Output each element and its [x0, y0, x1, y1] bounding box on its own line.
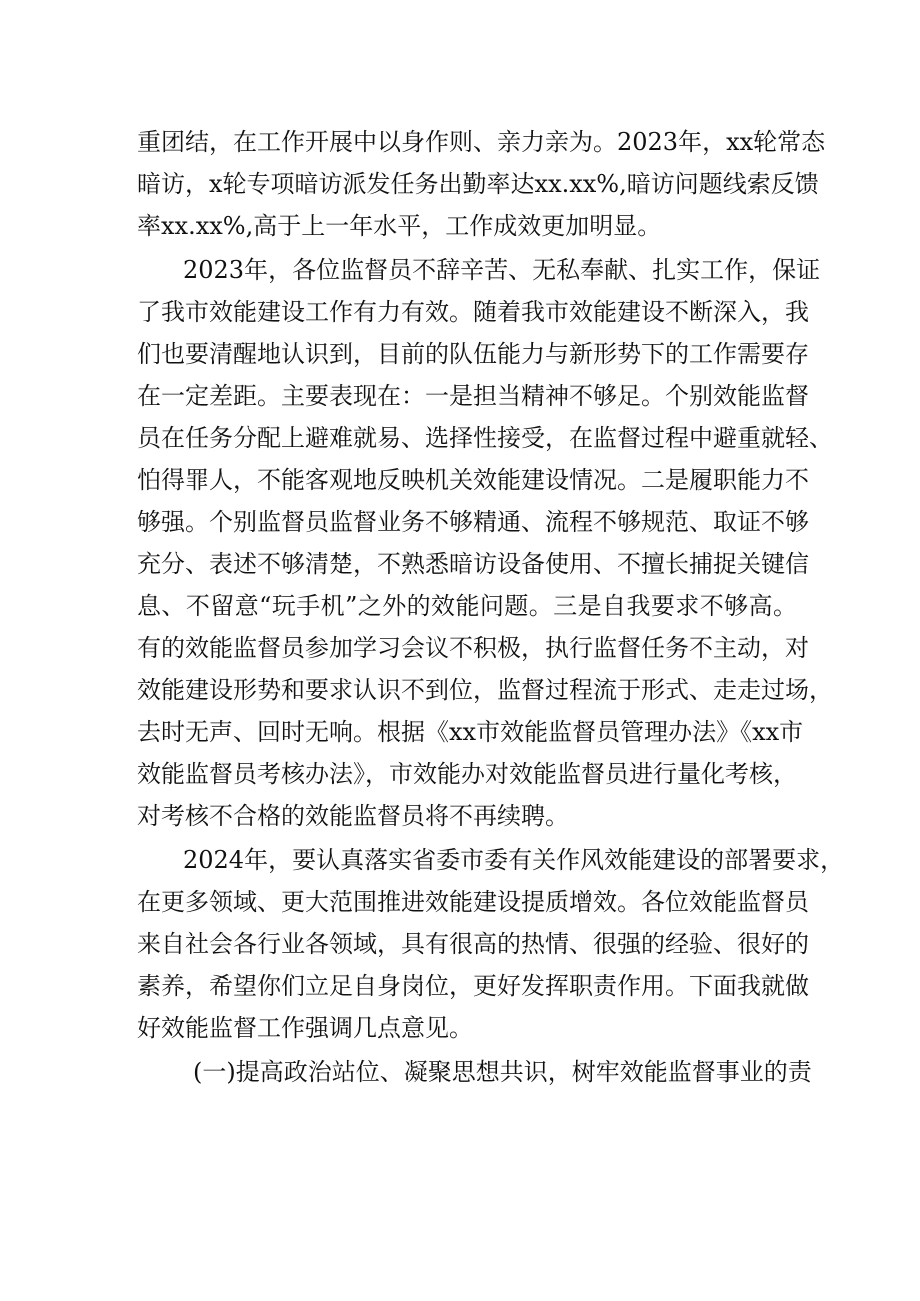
text-line: 好效能监督工作强调几点意见。 — [137, 1014, 473, 1042]
text-line: 2023年，各位监督员不辞辛苦、无私奉献、扎实工作，保证 — [183, 256, 821, 284]
text-line: 去时无声、回时无响。根据《xx市效能监督员管理办法》《xx市 — [137, 718, 804, 746]
text-line: 怕得罪人，不能客观地反映机关效能建设情况。二是履职能力不 — [137, 466, 809, 494]
text-line: 2024年，要认真落实省委市委有关作风效能建设的部署要求， — [183, 846, 845, 874]
text-line: 来自社会各行业各领域，具有很高的热情、很强的经验、很好的 — [137, 930, 809, 958]
text-line: 效能建设形势和要求认识不到位，监督过程流于形式、走走过场， — [137, 676, 833, 704]
text-line: 充分、表述不够清楚，不熟悉暗访设备使用、不擅长捕捉关键信 — [137, 550, 809, 578]
text-line: 效能监督员考核办法》，市效能办对效能监督员进行量化考核， — [137, 760, 797, 788]
text-line: 素养，希望你们立足自身岗位，更好发挥职责作用。下面我就做 — [137, 972, 809, 1000]
text-line: 员在任务分配上避难就易、选择性接受，在监督过程中避重就轻、 — [137, 424, 833, 452]
text-line: 重团结，在工作开展中以身作则、亲力亲为。2023年，xx轮常态 — [137, 128, 826, 156]
text-line: 够强。个别监督员监督业务不够精通、流程不够规范、取证不够 — [137, 508, 809, 536]
text-line: 有的效能监督员参加学习会议不积极，执行监督任务不主动，对 — [137, 634, 809, 662]
text-line: 在更多领域、更大范围推进效能建设提质增效。各位效能监督员 — [137, 888, 809, 916]
text-line: 暗访，x轮专项暗访派发任务出勤率达xx.xx%,暗访问题线索反馈 — [137, 170, 819, 198]
text-line: 息、不留意“玩手机”之外的效能问题。三是自我要求不够高。 — [137, 592, 797, 620]
text-line: 们也要清醒地认识到，目前的队伍能力与新形势下的工作需要存 — [137, 340, 809, 368]
text-line: 率xx.xx%,高于上一年水平，工作成效更加明显。 — [137, 212, 662, 240]
text-line: 在一定差距。主要表现在：一是担当精神不够足。个别效能监督 — [137, 382, 809, 410]
text-line: 对考核不合格的效能监督员将不再续聘。 — [137, 802, 569, 830]
text-line: 了我市效能建设工作有力有效。随着我市效能建设不断深入，我 — [137, 298, 809, 326]
section-heading-line: (一)提高政治站位、凝聚思想共识，树牢效能监督事业的责 — [193, 1058, 812, 1086]
